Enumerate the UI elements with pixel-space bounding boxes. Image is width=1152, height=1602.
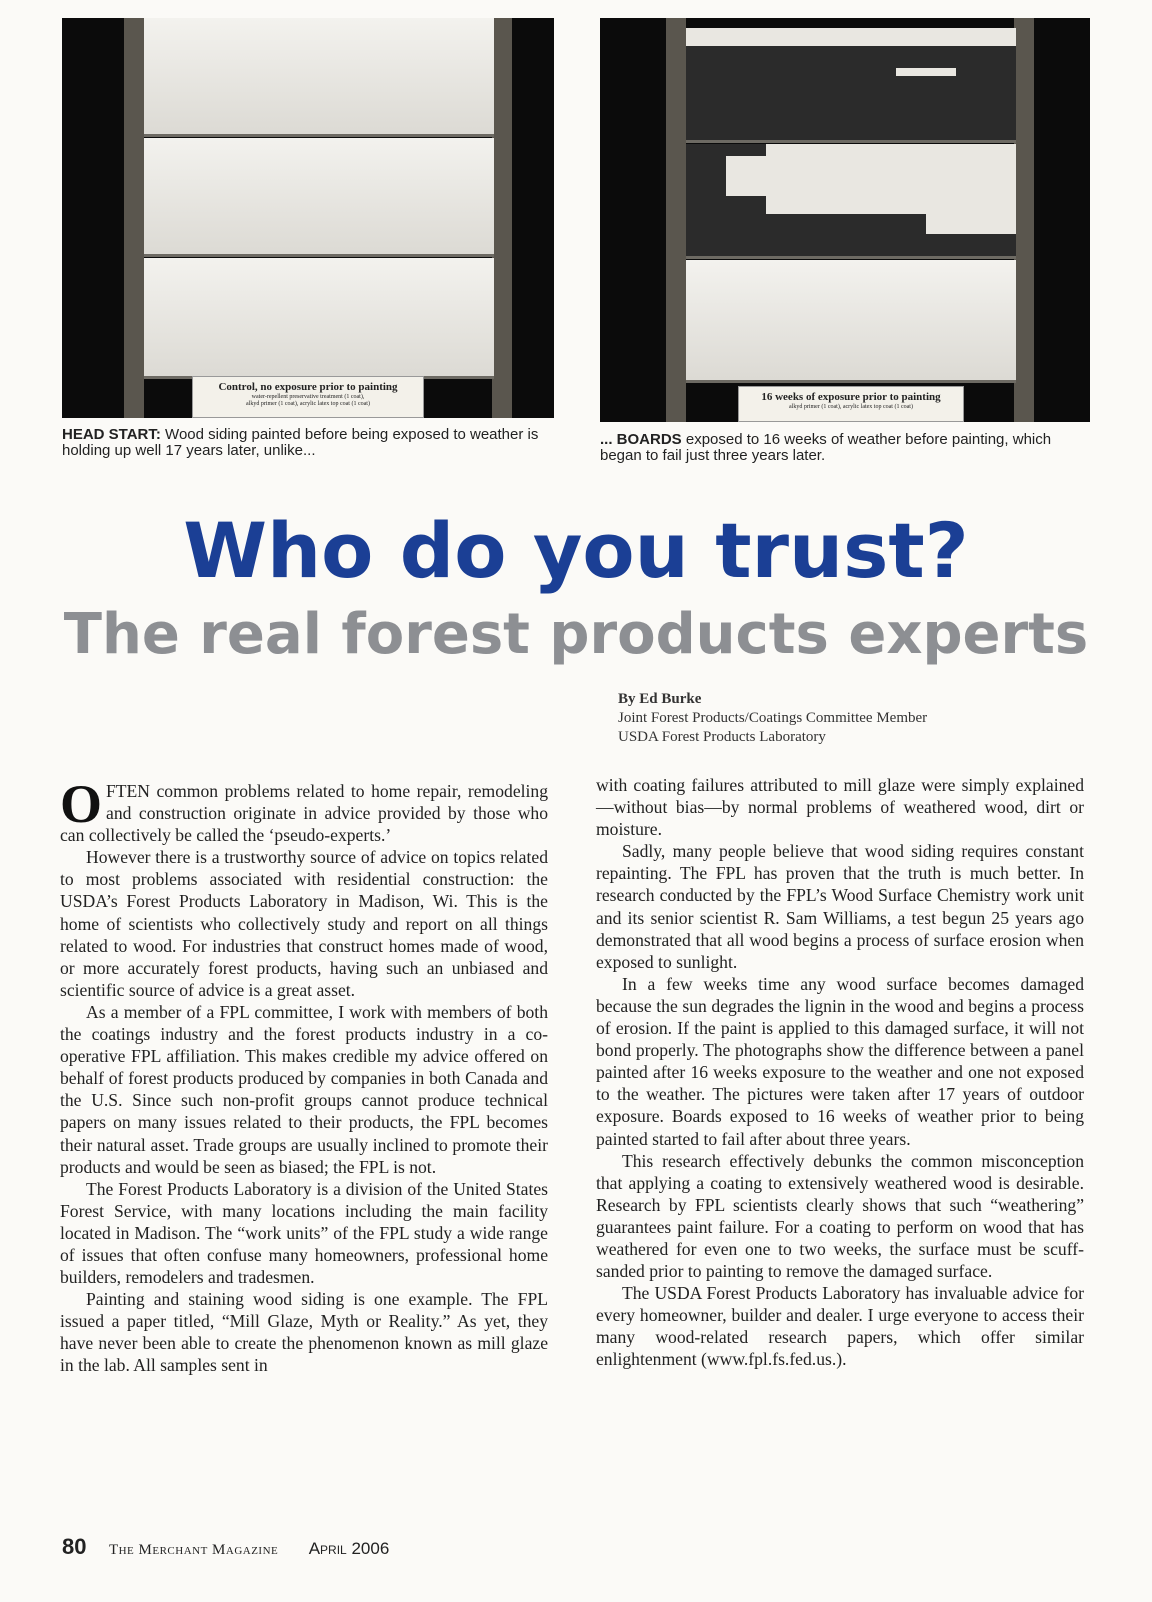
article-paragraph: Sadly, many people believe that wood siding requires constant repainting. The FPL has proven that the truth is much better. In research conducted by the FPL’s Wood Surface Chemistry work unit and its senior scientist R. Sam Williams, a test begun 25 years ago demonstrated that all wood begins a process of surface erosion when exposed to sunlight. (596, 841, 1084, 972)
page-footer (62, 1534, 389, 1560)
photo-frame (492, 18, 512, 418)
caption-text: Wood siding painted before being exposed to weather is holding up well 17 years later, unlike... (62, 426, 539, 459)
photo-painted-control (62, 18, 554, 418)
siding-board (686, 28, 1016, 143)
article-paragraph: The USDA Forest Products Laboratory has invaluable advice for every homeowner, builder and dealer. I urge everyone to access their many wood-related research papers, which offer similar enlightenment (www.fpl.fs.fed.us.). (596, 1283, 1084, 1370)
photo-frame (666, 18, 686, 422)
article-paragraph: with coating failures attributed to mill glaze were simply explained—without bias—by normal problems of weathered wood, dirt or moisture. (596, 775, 1084, 840)
headline: Who do you trust? (183, 506, 969, 595)
caption-lead: ... BOARDS (600, 431, 682, 448)
caption-text: exposed to 16 weeks of weather before painting, which began to fail just three years later. (600, 431, 1052, 464)
issue-date: April 2006 (308, 1539, 390, 1558)
siding-board (686, 144, 1016, 259)
caption-lead: HEAD START: (62, 426, 161, 443)
magazine-title: The Merchant Magazine (108, 1542, 279, 1558)
siding-board (686, 260, 1016, 383)
page-number: 80 (62, 1534, 87, 1559)
byline-author: By Ed Burke (618, 691, 702, 707)
siding-board (144, 138, 494, 257)
article-paragraph: The Forest Products Laboratory is a division of the United States Forest Service, with many locations including the main facility located in Madison. The “work units” of the FPL study a wide range of issues that often confuse many homeowners, professional home builders, remodelers and tradesmen. (60, 1178, 548, 1288)
drop-cap: O (60, 774, 103, 834)
article-paragraph: OFTEN common problems related to home repair, remodeling and construction originate in advice provided by those who can collectively be called the ‘pseudo-experts.’ (60, 774, 548, 846)
article-paragraph: This research effectively debunks the common misconception that applying a coating to extensively weathered wood is desirable. Research by FPL scientists clearly shows that such “weathering” guarantees paint failure. For a coating to perform on wood that has weathered for even one to two weeks, the surface must be scuff-sanded prior to painting to remove the damaged surface. (596, 1150, 1084, 1282)
siding-board (144, 18, 494, 137)
photo-frame (124, 18, 144, 418)
article-column-right (596, 774, 1084, 1371)
photo-weathered-boards (600, 18, 1090, 422)
byline (618, 690, 927, 747)
article-paragraph: As a member of a FPL committee, I work with members of both the coatings industry and the forest products industry in a co-operative FPL affiliation. This makes credible my advice offered on behalf of forest products produced by companies in both Canada and the U.S. Since such non-profit groups cannot produce technical papers on many issues related to their products, the FPL becomes their natural asset. Trade groups are usually inclined to promote their products and would be seen as biased; the FPL is not. (60, 1001, 548, 1177)
photo-frame (1014, 18, 1034, 422)
byline-affiliation: Joint Forest Products/Coatings Committee Member (618, 710, 928, 726)
article-column-left (60, 774, 548, 1377)
photo-caption-right (600, 432, 1090, 464)
photo-caption-left (62, 427, 554, 459)
byline-affiliation: USDA Forest Products Laboratory (618, 729, 826, 745)
photo-placard: Control, no exposure prior to painting water-repellent preservative treatment (1 coat), alkyd primer (1 coat), acrylic latex top coat (1 coat) (192, 376, 424, 418)
article-paragraph: In a few weeks time any wood surface becomes damaged because the sun degrades the lignin in the wood and begins a process of erosion. If the paint is applied to this damaged surface, it will not bond properly. The photographs show the difference between a panel painted after 16 weeks exposure to the weather and one not exposed to the weather. The pictures were taken after 17 years of outdoor exposure. Boards exposed to 16 weeks of weather prior to being painted started to fail after about three years. (596, 973, 1084, 1149)
article-paragraph: However there is a trustworthy source of advice on topics related to most problems associated with residential construction: the USDA’s Forest Products Laboratory in Madison, Wi. This is the home of scientists who collectively study and report on all things related to wood. For industries that construct homes made of wood, or more accurately forest products, having such an unbiased and scientific source of advice is a great asset. (60, 847, 548, 1000)
siding-board (144, 258, 494, 379)
photo-placard: 16 weeks of exposure prior to painting alkyd primer (1 coat), acrylic latex top coat (1 coat) (738, 386, 964, 422)
subheadline: The real forest products experts (63, 602, 1089, 667)
article-paragraph: Painting and staining wood siding is one example. The FPL issued a paper titled, “Mill Glaze, Myth or Reality.” As yet, they have never been able to create the phenomenon known as mill glaze in the lab. All samples sent in (60, 1289, 548, 1376)
